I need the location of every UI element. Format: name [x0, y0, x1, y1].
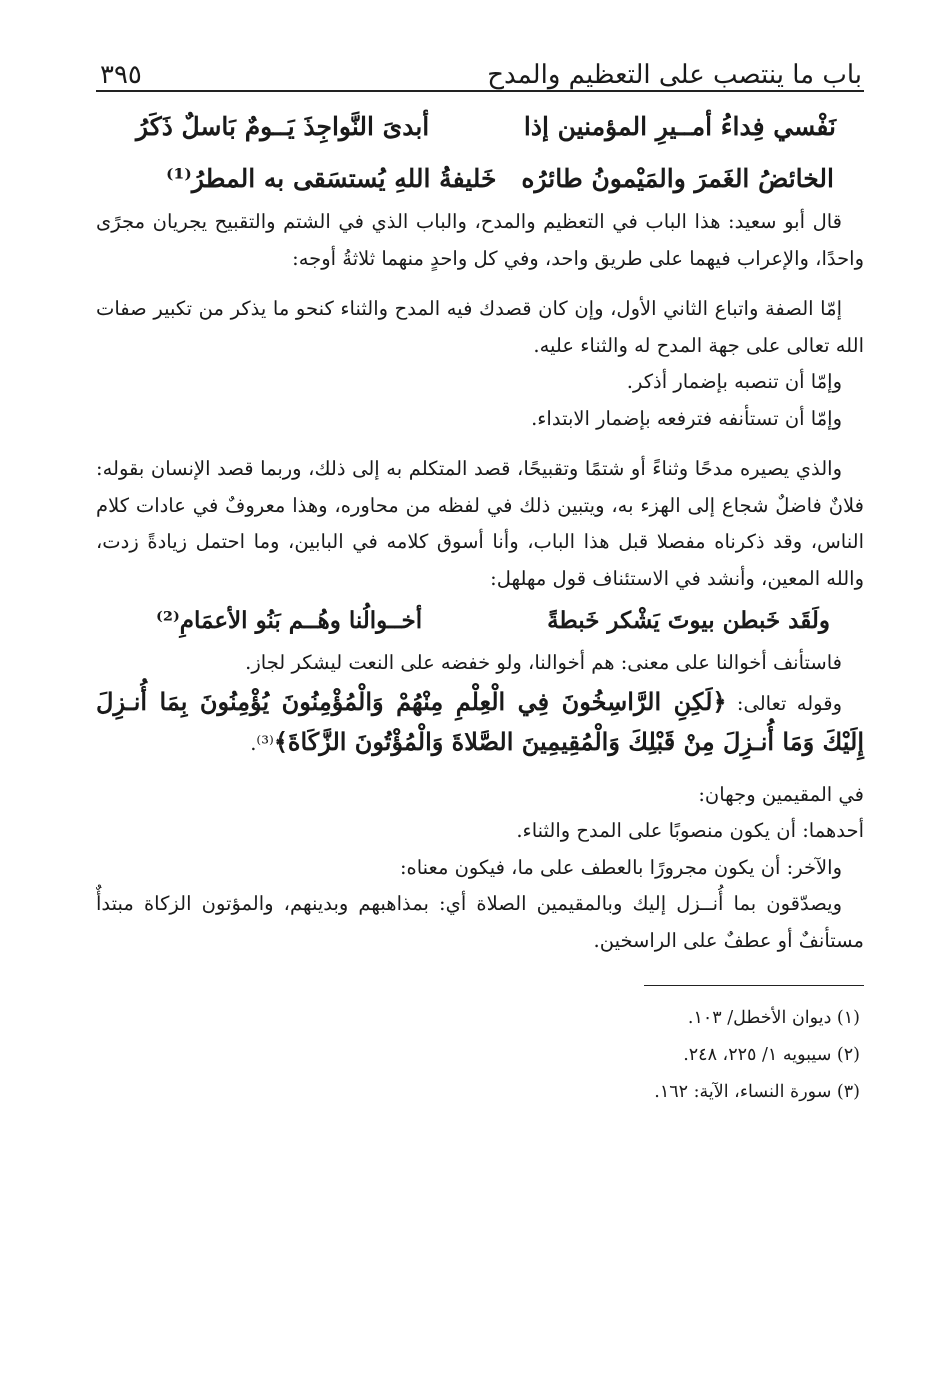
verse-hemistich-left: خَليفةُ اللهِ يُستسَقى به المطرُ⁽¹⁾ — [166, 163, 497, 193]
paragraph: وإمّا أن تستأنفه فترفعه بإضمار الابتداء. — [531, 406, 842, 430]
verse-hemistich-left: أبدىَ النَّواجِذَ يَــومٌ بَاسلٌ ذَكَرُ — [136, 111, 430, 141]
paragraph: إمّا الصفة واتباع الثاني الأول، وإن كان قصدك فيه المدح والثناء كنحو ما يذكر من تكبير صفات الله تعالى على جهة المدح له والثناء عليه. — [96, 297, 864, 357]
footnote: (١) ديوان الأخطل/ ١٠٣. — [687, 1008, 860, 1028]
poem-hemistich-right: ولَقَد خَبطن بيوتَ يَشْكر خَبطةً — [547, 606, 830, 634]
quran-verse: ﴿لَكِنِ الرَّاسِخُونَ فِي الْعِلْمِ مِنْهُمْ وَالْمُؤْمِنُونَ يُؤْمِنُونَ بِمَا أُنـزِلَ إِلَيْكَ وَمَا أُنـزِلَ مِنْ قَبْلِكَ وَالْمُقِيمِينَ الصَّلاةَ وَالْمُؤْتُونَ الزَّكَاةَ﴾ — [96, 686, 864, 756]
paragraph: قال أبو سعيد: هذا الباب في التعظيم والمدح، والباب الذي في الشتم والتقبيح يجريان مجرًى واحدًا، والإعراب فيهما على طريق واحد، وفي كل واحدٍ منهما ثلاثةُ أوجه: — [96, 210, 864, 270]
footnote-ref: ⁽³⁾. — [250, 732, 274, 755]
verse-hemistich-right: الخائضُ الغَمرَ والمَيْمونُ طائرُه — [521, 163, 834, 193]
verse-line — [96, 100, 864, 152]
paragraph: ويصدّقون بما أُنــزل إليك وبالمقيمين الصلاة أي: بمذاهبهم وبدينهم، والمؤتون الزكاة مبتدأٌ مستأنفٌ أو عطفٌ على الراسخين. — [96, 892, 864, 952]
paragraph: فاستأنف أخوالنا على معنى: هم أخوالنا، ولو خفضه على النعت ليشكر لجاز. — [245, 651, 842, 674]
quran-lead: وقوله تعالى: — [726, 691, 842, 715]
footnotes — [96, 1000, 864, 1111]
page-number: ٣٩٥ — [100, 60, 142, 90]
footnote: (٣) سورة النساء، الآية: ١٦٢. — [654, 1082, 860, 1102]
poem-hemistich-left: أخــوالُنا وهُــم بَنُو الأعمَامِ⁽²⁾ — [156, 606, 423, 634]
paragraph: أحدهما: أن يكون منصوبًا على المدح والثناء. — [516, 819, 864, 842]
chapter-title: باب ما ينتصب على التعظيم والمدح — [487, 60, 862, 90]
footnote-divider — [644, 985, 864, 986]
body-text — [96, 204, 864, 959]
opening-verses — [96, 100, 864, 204]
poem-verse — [96, 597, 864, 645]
footnote: (٢) سيبويه ١/ ٢٢٥، ٢٤٨. — [683, 1045, 860, 1065]
paragraph: والذي يصيره مدحًا وثناءً أو شتمًا وتقبيحًا، قصد المتكلم به إلى ذلك، وربما قصد الإنسان بقوله: فلانٌ فاضلٌ شجاع إلى الهزء به، ويتبين ذلك في لفظه من محاوره، وهذا معروفٌ في عادات كلام الناس، وقد ذكرناه مفصلا قبل هذا الباب، وأنا أسوق كلامه في البابين، وما احتمل زيادةً زدت، والله المعين، وأنشد في الاستئناف قول مهلهل: — [96, 457, 864, 590]
book-page — [96, 38, 864, 1111]
verse-hemistich-right: نَفْسي فِداءُ أمــيرِ المؤمنين إذا — [523, 111, 836, 141]
verse-line — [96, 152, 864, 204]
paragraph: وإمّا أن تنصبه بإضمار أذكر. — [626, 370, 842, 393]
paragraph-quran — [96, 682, 864, 763]
paragraph: في المقيمين وجهان: — [698, 782, 864, 806]
paragraph: والآخر: أن يكون مجرورًا بالعطف على ما، فيكون معناه: — [399, 855, 842, 879]
page-header — [96, 38, 864, 92]
